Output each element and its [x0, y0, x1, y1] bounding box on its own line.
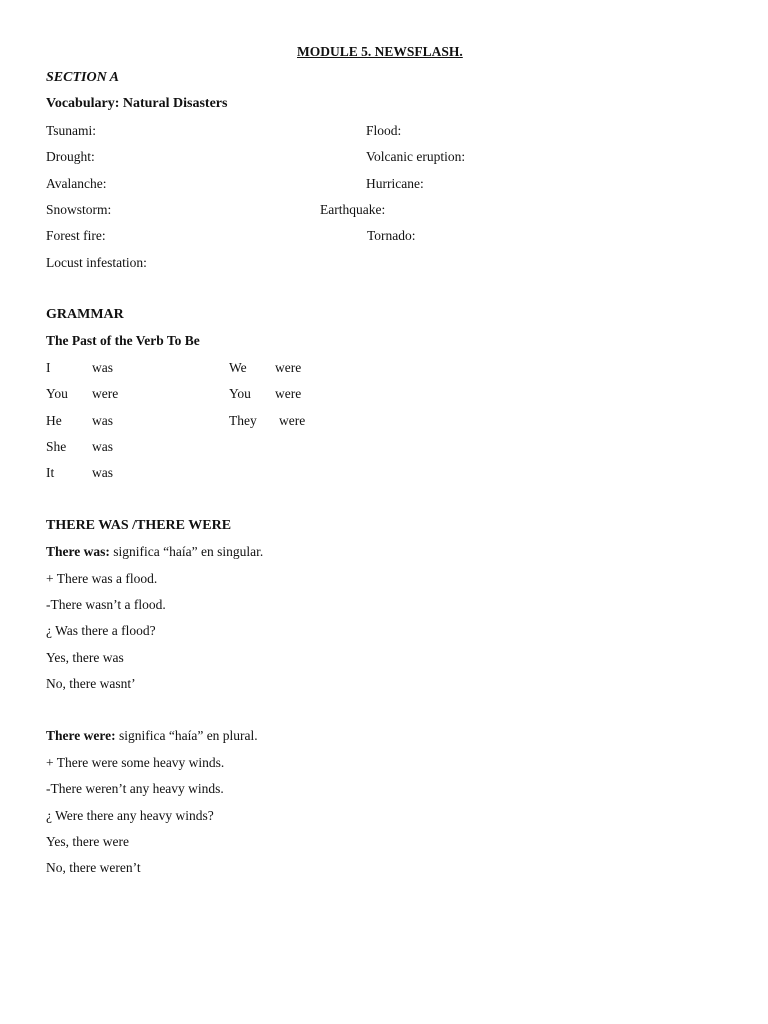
there-was-example-question: ¿ Was there a flood? [46, 623, 156, 638]
vocabulary-heading: Vocabulary: Natural Disasters [46, 96, 228, 111]
there-were-example-no: No, there weren’t [46, 860, 141, 875]
there-were-example-yes: Yes, there were [46, 834, 129, 849]
vocab-item-snowstorm: Snowstorm: [46, 202, 112, 217]
pronoun-they: They [229, 413, 257, 428]
there-were-term: There were: [46, 728, 116, 743]
vocab-item-avalanche: Avalanche: [46, 176, 107, 191]
there-was-definition-line [46, 545, 263, 559]
there-were-definition: significa “haía” en plural. [118, 728, 258, 743]
pronoun-you-plural: You [229, 386, 251, 401]
vocab-item-earthquake: Earthquake: [320, 202, 386, 217]
verb-we: were [275, 360, 302, 375]
vocab-item-locust-infestation: Locust infestation: [46, 255, 147, 270]
there-was-example-yes: Yes, there was [46, 650, 124, 665]
vocab-item-tsunami: Tsunami: [46, 123, 97, 138]
vocab-item-hurricane: Hurricane: [366, 176, 424, 191]
pronoun-you: You [46, 386, 68, 401]
vocab-item-tornado: Tornado: [367, 228, 416, 243]
verb-he: was [92, 413, 113, 428]
vocab-item-flood: Flood: [366, 123, 402, 138]
pronoun-he: He [46, 413, 62, 428]
there-was-example-no: No, there wasnt’ [46, 676, 136, 691]
grammar-heading: GRAMMAR [46, 307, 124, 322]
vocab-item-volcanic-eruption: Volcanic eruption: [366, 149, 466, 164]
verb-they: were [279, 413, 306, 428]
verb-i: was [92, 360, 113, 375]
there-was-term: There was: [46, 544, 110, 559]
pronoun-we: We [229, 360, 247, 375]
there-were-definition-line [46, 729, 258, 743]
there-were-example-affirmative: + There were some heavy winds. [46, 755, 225, 770]
page-title: MODULE 5. NEWSFLASH. [297, 44, 463, 59]
verb-it: was [92, 465, 113, 480]
there-was-were-heading: THERE WAS /THERE WERE [46, 518, 232, 533]
verb-you: were [92, 386, 119, 401]
there-was-example-affirmative: + There was a flood. [46, 571, 158, 586]
pronoun-i: I [46, 360, 51, 375]
pronoun-it: It [46, 465, 55, 480]
vocab-item-drought: Drought: [46, 149, 95, 164]
section-a-heading: SECTION A [46, 70, 120, 85]
verb-you-plural: were [275, 386, 302, 401]
verb-she: was [92, 439, 113, 454]
there-were-example-question: ¿ Were there any heavy winds? [46, 808, 214, 823]
there-was-definition: significa “haía” en singular. [113, 544, 264, 559]
there-was-example-negative: -There wasn’t a flood. [46, 597, 166, 612]
there-were-example-negative: -There weren’t any heavy winds. [46, 781, 224, 796]
vocab-item-forest-fire: Forest fire: [46, 228, 106, 243]
pronoun-she: She [46, 439, 67, 454]
grammar-subheading: The Past of the Verb To Be [46, 333, 200, 348]
